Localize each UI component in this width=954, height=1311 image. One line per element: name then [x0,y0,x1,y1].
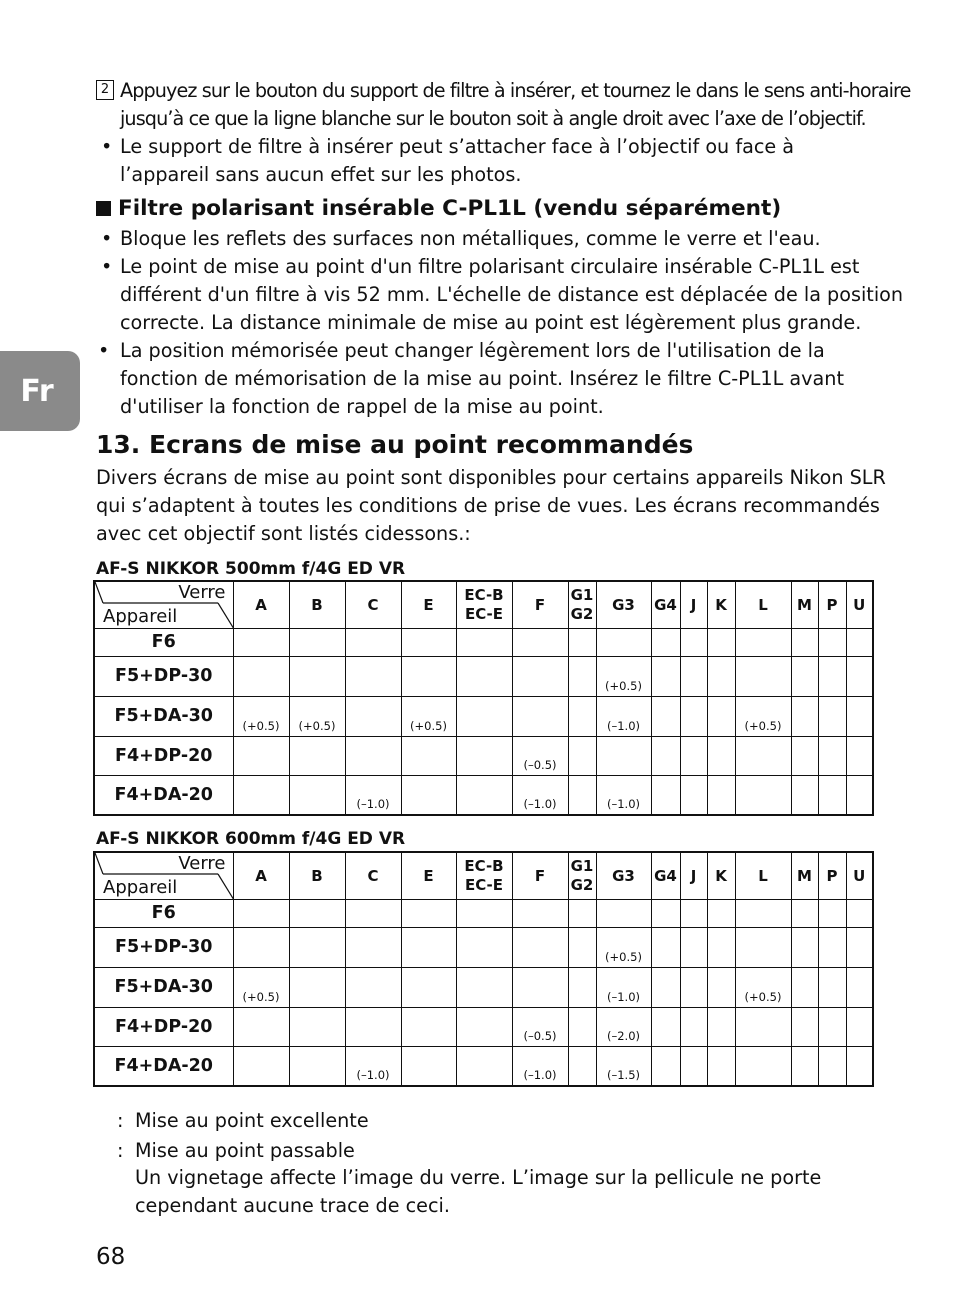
col-header-ecb: EC-B [464,585,504,604]
cell-g3: (–1.5) [596,1046,651,1086]
cell-c [345,656,401,696]
cell-e [401,1046,456,1086]
cell-b [289,775,345,815]
cell-g1g2 [568,1007,596,1046]
cell-f [512,899,568,927]
col-header-e: E [401,581,456,628]
row-header: F5+DP-30 [94,656,233,696]
cell-a: (+0.5) [233,967,289,1007]
cell-ecb [456,967,512,1007]
cell-m [791,628,818,656]
row-header: F4+DA-20 [94,1046,233,1086]
cell-c [345,967,401,1007]
legend-note-line1: Un vignetage affecte l’image du verre. L’image sur la pellicule ne porte [135,1166,822,1189]
col-header-p: P [818,852,846,899]
cell-f: (–0.5) [512,1007,568,1046]
cell-j [680,775,707,815]
table-row [94,656,873,696]
col-header-g2: G2 [570,875,594,894]
cell-j [680,736,707,775]
bullet: • [101,227,113,250]
col-header-g3: G3 [596,852,651,899]
polarizer-bullet2-line2: différent d'un filtre à vis 52 mm. L'échelle de distance est déplacée de la position [120,283,904,306]
cell-p [818,628,846,656]
legend-note-line2: cependant aucune trace de ceci. [135,1194,450,1217]
cell-g4 [651,696,680,736]
cell-ecb [456,899,512,927]
legend-excellent: Mise au point excellente [135,1109,369,1132]
cell-m [791,696,818,736]
polarizer-bullet3-line1: La position mémorisée peut changer légèrement lors de l'utilisation de la [120,339,825,362]
cell-g1g2 [568,899,596,927]
step2-line2: jusqu’à ce que la ligne blanche sur le bouton soit à angle droit avec l’axe de l’objectif. [120,107,866,130]
cell-f [512,927,568,967]
section-13-intro-line3: avec cet objectif sont listés cidessons.: [96,522,471,545]
col-header-j: J [680,581,707,628]
cell-b [289,1007,345,1046]
cell-p [818,899,846,927]
polarizer-bullet1: Bloque les reflets des surfaces non métalliques, comme le verre et l'eau. [120,227,821,250]
cell-g3 [596,628,651,656]
cell-m [791,899,818,927]
cell-e [401,1007,456,1046]
cell-ecb [456,775,512,815]
cell-m [791,967,818,1007]
corner-header [94,852,233,899]
cell-a [233,927,289,967]
cell-b [289,628,345,656]
cell-l [735,1007,791,1046]
cell-c [345,628,401,656]
cell-k [707,1046,735,1086]
cell-c: (–1.0) [345,1046,401,1086]
screen-table-500mm [93,580,874,816]
cell-c [345,927,401,967]
cell-g3: (+0.5) [596,927,651,967]
table-row [94,1007,873,1046]
cell-g4 [651,736,680,775]
col-header-c: C [345,852,401,899]
bullet: • [101,255,113,278]
cell-e: (+0.5) [401,696,456,736]
row-header: F5+DA-30 [94,696,233,736]
cell-u [846,1007,873,1046]
polarizer-heading [96,195,781,223]
cell-p [818,775,846,815]
verre-label: Verre [178,582,226,603]
cell-j [680,1007,707,1046]
square-bullet-icon [96,201,111,216]
col-header-u: U [846,852,873,899]
cell-l [735,736,791,775]
cell-m [791,1007,818,1046]
cell-l [735,628,791,656]
cell-l [735,1046,791,1086]
col-header-c: C [345,581,401,628]
cell-e [401,967,456,1007]
col-header-ece: EC-E [464,875,504,894]
table-header-row [94,852,873,899]
cell-ecb [456,1007,512,1046]
cell-l [735,656,791,696]
polarizer-bullet2-line3: correcte. La distance minimale de mise au point est légèrement plus grande. [120,311,862,334]
cell-g4 [651,775,680,815]
row-header: F6 [94,628,233,656]
col-header-k: K [707,581,735,628]
cell-c [345,696,401,736]
polarizer-heading-text: Filtre polarisant insérable C-PL1L (vendu séparément) [118,196,782,221]
table2-title: AF-S NIKKOR 600mm f/4G ED VR [96,829,406,849]
col-header-ecb-ece [456,852,512,899]
col-header-ecb: EC-B [464,856,504,875]
col-header-g1: G1 [570,856,594,875]
cell-a [233,1007,289,1046]
cell-g1g2 [568,656,596,696]
polarizer-bullet3-line2: fonction de mémorisation de la mise au point. Insérez le filtre C-PL1L avant [120,367,844,390]
col-header-l: L [735,581,791,628]
cell-a [233,628,289,656]
cell-p [818,696,846,736]
cell-p [818,927,846,967]
cell-g3: (+0.5) [596,656,651,696]
cell-k [707,927,735,967]
cell-u [846,1046,873,1086]
step2-bullet-line1: Le support de filtre à insérer peut s’attacher face à l’objectif ou face à [120,135,795,158]
cell-g1g2 [568,927,596,967]
cell-c [345,1007,401,1046]
cell-b [289,927,345,967]
cell-m [791,775,818,815]
col-header-e: E [401,852,456,899]
section-13-intro-line1: Divers écrans de mise au point sont disponibles pour certains appareils Nikon SLR [96,466,886,489]
cell-l [735,899,791,927]
cell-j [680,628,707,656]
col-header-ecb-ece [456,581,512,628]
table-row [94,967,873,1007]
table-row [94,775,873,815]
cell-g1g2 [568,1046,596,1086]
cell-g4 [651,1007,680,1046]
legend-colon: : [117,1109,124,1132]
col-header-g4: G4 [651,581,680,628]
cell-g4 [651,628,680,656]
table-row [94,628,873,656]
cell-e [401,628,456,656]
col-header-p: P [818,581,846,628]
screen-table-600mm [93,851,874,1087]
cell-ecb [456,656,512,696]
cell-u [846,696,873,736]
cell-e [401,899,456,927]
cell-c [345,899,401,927]
cell-l [735,927,791,967]
cell-u [846,775,873,815]
row-header: F4+DP-20 [94,736,233,775]
cell-a [233,899,289,927]
cell-g1g2 [568,736,596,775]
cell-a [233,656,289,696]
cell-k [707,967,735,1007]
appareil-label: Appareil [103,605,178,627]
col-header-f: F [512,852,568,899]
cell-g3: (–2.0) [596,1007,651,1046]
cell-k [707,1007,735,1046]
cell-u [846,899,873,927]
cell-g1g2 [568,628,596,656]
cell-e [401,775,456,815]
cell-b [289,1046,345,1086]
col-header-j: J [680,852,707,899]
cell-ecb [456,736,512,775]
table-row [94,736,873,775]
cell-k [707,736,735,775]
col-header-a: A [233,852,289,899]
cell-f [512,628,568,656]
cell-p [818,736,846,775]
col-header-b: B [289,852,345,899]
legend-colon: : [117,1139,124,1162]
col-header-m: M [791,581,818,628]
cell-a [233,736,289,775]
cell-g4 [651,899,680,927]
cell-ecb [456,1046,512,1086]
cell-p [818,1007,846,1046]
cell-a [233,775,289,815]
col-header-g2: G2 [570,604,594,623]
col-header-u: U [846,581,873,628]
col-header-g1-g2 [568,852,596,899]
table-row [94,927,873,967]
cell-c [345,736,401,775]
cell-k [707,899,735,927]
cell-u [846,927,873,967]
cell-m [791,927,818,967]
cell-f: (–1.0) [512,1046,568,1086]
cell-j [680,696,707,736]
cell-g4 [651,1046,680,1086]
cell-b [289,967,345,1007]
col-header-g4: G4 [651,852,680,899]
cell-g3: (–1.0) [596,696,651,736]
cell-g4 [651,656,680,696]
cell-a [233,1046,289,1086]
cell-g3 [596,736,651,775]
cell-m [791,1046,818,1086]
corner-header [94,581,233,628]
cell-j [680,1046,707,1086]
appareil-label: Appareil [103,876,178,898]
cell-b [289,899,345,927]
col-header-k: K [707,852,735,899]
col-header-g3: G3 [596,581,651,628]
cell-u [846,656,873,696]
cell-k [707,696,735,736]
col-header-g1: G1 [570,585,594,604]
row-header: F6 [94,899,233,927]
cell-p [818,967,846,1007]
row-header: F5+DP-30 [94,927,233,967]
cell-l: (+0.5) [735,696,791,736]
cell-b [289,736,345,775]
polarizer-bullet3-line3: d'utiliser la fonction de rappel de la mise au point. [120,395,604,418]
step-number-box: 2 [96,80,114,100]
cell-g1g2 [568,775,596,815]
cell-g3: (–1.0) [596,775,651,815]
legend-passable: Mise au point passable [135,1139,355,1162]
col-header-a: A [233,581,289,628]
verre-label: Verre [178,853,226,874]
cell-g1g2 [568,696,596,736]
polarizer-bullet2-line1: Le point de mise au point d'un filtre polarisant circulaire insérable C-PL1L est [120,255,860,278]
cell-e [401,656,456,696]
cell-e [401,927,456,967]
row-header: F4+DA-20 [94,775,233,815]
cell-k [707,628,735,656]
cell-j [680,656,707,696]
cell-f [512,696,568,736]
table-row [94,1046,873,1086]
section-13-title: 13. Ecrans de mise au point recommandés [96,430,694,459]
bullet: • [98,339,110,362]
section-13-intro-line2: qui s’adaptent à toutes les conditions de prise de vues. Les écrans recommandés [96,494,880,517]
page-number: 68 [96,1244,126,1270]
cell-c: (–1.0) [345,775,401,815]
cell-ecb [456,628,512,656]
cell-j [680,899,707,927]
cell-u [846,628,873,656]
cell-j [680,927,707,967]
table1-title: AF-S NIKKOR 500mm f/4G ED VR [96,559,406,579]
cell-b: (+0.5) [289,696,345,736]
table-header-row [94,581,873,628]
row-header: F4+DP-20 [94,1007,233,1046]
cell-f [512,967,568,1007]
row-header: F5+DA-30 [94,967,233,1007]
table-row [94,899,873,927]
cell-g1g2 [568,967,596,1007]
col-header-g1-g2 [568,581,596,628]
cell-l [735,775,791,815]
cell-g3: (–1.0) [596,967,651,1007]
language-tab: Fr [0,351,80,431]
cell-l: (+0.5) [735,967,791,1007]
cell-m [791,736,818,775]
cell-e [401,736,456,775]
cell-b [289,656,345,696]
cell-k [707,775,735,815]
cell-f: (–1.0) [512,775,568,815]
cell-f [512,656,568,696]
cell-m [791,656,818,696]
cell-ecb [456,927,512,967]
col-header-f: F [512,581,568,628]
col-header-l: L [735,852,791,899]
step2-bullet-line2: l’appareil sans aucun effet sur les photos. [120,163,522,186]
cell-k [707,656,735,696]
cell-u [846,736,873,775]
cell-g4 [651,927,680,967]
cell-g4 [651,967,680,1007]
bullet: • [101,135,113,158]
col-header-b: B [289,581,345,628]
cell-a: (+0.5) [233,696,289,736]
cell-g3 [596,899,651,927]
step2-line1: Appuyez sur le bouton du support de filtre à insérer, et tournez le dans le sens anti-horaire [120,79,911,102]
cell-ecb [456,696,512,736]
cell-j [680,967,707,1007]
cell-f: (–0.5) [512,736,568,775]
col-header-m: M [791,852,818,899]
cell-u [846,967,873,1007]
cell-p [818,1046,846,1086]
table-row [94,696,873,736]
col-header-ece: EC-E [464,604,504,623]
cell-p [818,656,846,696]
